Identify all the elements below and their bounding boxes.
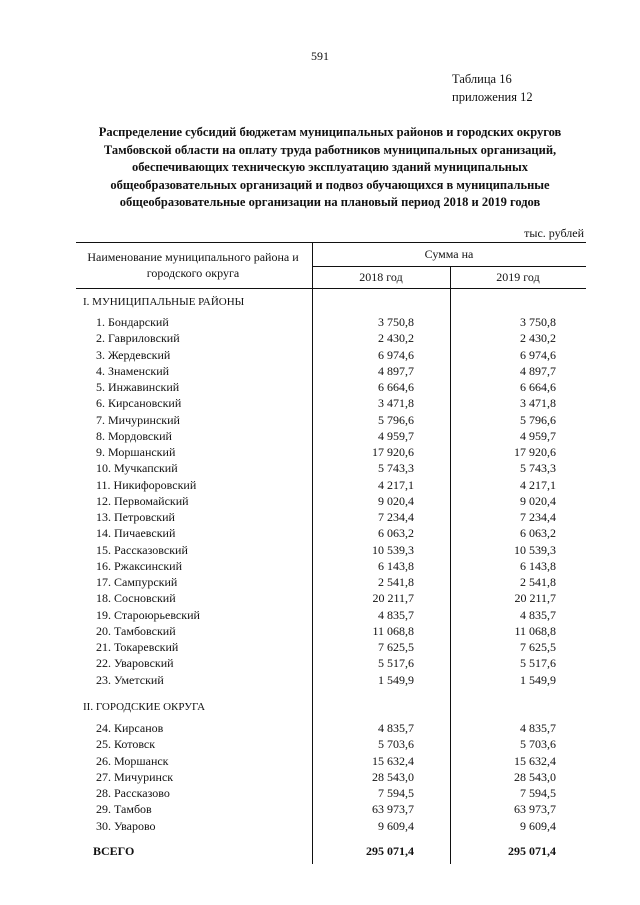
table-row (76, 640, 586, 656)
row-name: 18. Сосновский (96, 591, 176, 606)
value-2018: 20 211,7 (372, 591, 414, 606)
value-2018: 7 234,4 (378, 510, 414, 524)
table-row (76, 413, 586, 429)
row-name: 19. Староюрьевский (96, 607, 200, 622)
table-row (76, 478, 586, 494)
row-name: 2. Гавриловский (96, 331, 180, 346)
value-2018: 4 897,7 (378, 363, 414, 378)
unit-label: тыс. рублей (524, 226, 584, 240)
value-2019: 1 549,9 (520, 672, 556, 687)
table-row (76, 608, 586, 624)
value-2019: 63 973,7 (514, 802, 556, 817)
row-name: 4. Знаменский (96, 363, 170, 378)
row-name: 5. Инжавинский (96, 380, 180, 394)
row-name: 28. Рассказово (96, 786, 170, 800)
section-1-title: I. МУНИЦИПАЛЬНЫЕ РАЙОНЫ (83, 296, 245, 308)
value-2019: 2 541,8 (520, 575, 556, 589)
total-row (76, 844, 586, 860)
row-name: ВСЕГО (93, 844, 135, 858)
value-2019: 295 071,4 (508, 844, 556, 858)
table-row (76, 786, 586, 802)
value-2019: 4 835,7 (520, 607, 556, 622)
row-name: 16. Ржаксинский (96, 558, 182, 573)
value-2019: 3 471,8 (520, 396, 556, 411)
value-2019: 9 020,4 (520, 493, 556, 508)
value-2019: 5 703,6 (520, 737, 556, 752)
value-2018: 5 517,6 (378, 656, 414, 671)
table-row (76, 737, 586, 753)
value-2019: 6 063,2 (520, 526, 556, 541)
table-ref-line2: приложения 12 (452, 90, 533, 104)
value-2019: 4 835,7 (520, 721, 556, 735)
value-2019: 20 211,7 (514, 591, 556, 606)
row-name: 3. Жердевский (96, 347, 171, 362)
row-name: 6. Кирсановский (96, 396, 182, 411)
section-2-title: II. ГОРОДСКИЕ ОКРУГА (83, 701, 206, 713)
value-2018: 1 549,9 (378, 672, 414, 687)
table-row (76, 348, 586, 364)
row-name: 15. Рассказовский (96, 542, 188, 557)
table-row (76, 754, 586, 770)
value-2018: 6 974,6 (378, 347, 414, 362)
value-2018: 2 541,8 (378, 575, 414, 589)
header-bottom-border (76, 288, 586, 289)
value-2019: 28 543,0 (514, 769, 556, 784)
value-2018: 5 703,6 (378, 737, 414, 752)
value-2018: 9 609,4 (378, 818, 414, 833)
table-row (76, 331, 586, 347)
value-2018: 9 020,4 (378, 493, 414, 508)
name-column-header: Наименование муниципального района и городского округа (87, 250, 299, 280)
table-row (76, 461, 586, 477)
table-row (76, 624, 586, 640)
row-name: 24. Кирсанов (96, 721, 164, 735)
table-row (76, 315, 586, 331)
table-row (76, 802, 586, 818)
table-row (76, 543, 586, 559)
row-name: 25. Котовск (96, 737, 156, 752)
row-name: 20. Тамбовский (96, 623, 176, 638)
table-row (76, 510, 586, 526)
value-2018: 4 835,7 (378, 721, 414, 735)
table-row (76, 364, 586, 380)
value-2018: 15 632,4 (372, 753, 414, 768)
year-2019-header: 2019 год (496, 270, 540, 284)
table-row (76, 429, 586, 445)
table-row (76, 721, 586, 737)
value-2018: 63 973,7 (372, 802, 414, 817)
value-2019: 5 743,3 (520, 461, 556, 476)
value-2019: 4 217,1 (520, 477, 556, 492)
row-name: 1. Бондарский (96, 315, 169, 329)
year-2018-header: 2018 год (359, 270, 403, 284)
table-row (76, 526, 586, 542)
value-2018: 17 920,6 (372, 445, 414, 459)
value-2019: 7 594,5 (520, 786, 556, 800)
value-2018: 2 430,2 (378, 331, 414, 346)
table-reference (452, 70, 533, 106)
row-name: 29. Тамбов (96, 802, 152, 817)
value-2018: 7 594,5 (378, 786, 414, 800)
row-name: 12. Первомайский (96, 493, 189, 508)
value-2018: 28 543,0 (372, 769, 414, 784)
value-2019: 4 959,7 (520, 428, 556, 443)
row-name: 10. Мучкапский (96, 461, 178, 476)
year-header-divider (312, 266, 586, 267)
row-name: 13. Петровский (96, 510, 175, 524)
value-2018: 6 063,2 (378, 526, 414, 541)
table-row (76, 819, 586, 835)
value-2019: 2 430,2 (520, 331, 556, 346)
value-2018: 6 664,6 (378, 380, 414, 394)
table-row (76, 445, 586, 461)
row-name: 30. Уварово (96, 818, 156, 833)
value-2018: 5 743,3 (378, 461, 414, 476)
value-2018: 4 959,7 (378, 428, 414, 443)
value-2018: 5 796,6 (378, 412, 414, 427)
row-name: 8. Мордовский (96, 428, 172, 443)
row-name: 14. Пичаевский (96, 526, 176, 541)
table-ref-line1: Таблица 16 (452, 72, 512, 86)
value-2019: 6 664,6 (520, 380, 556, 394)
document-title: Распределение субсидий бюджетам муниципальных районов и городских округов Тамбовской области на оплату труда работников муниципальных организаций, обеспечивающих техническую эксплуатацию зданий муниципальных общеобразовательных организаций и подвоз обучающихся в муниципальные общеобразовательные организации на плановый период 2018 и 2019 годов (98, 125, 562, 209)
value-2019: 6 143,8 (520, 558, 556, 573)
row-name: 27. Мичуринск (96, 769, 174, 784)
value-2019: 6 974,6 (520, 347, 556, 362)
row-name: 26. Моршанск (96, 753, 169, 768)
row-name: 17. Сампурский (96, 575, 178, 589)
value-2018: 3 750,8 (378, 315, 414, 329)
sum-column-header: Сумма на (424, 247, 474, 261)
value-2019: 7 234,4 (520, 510, 556, 524)
value-2019: 5 796,6 (520, 412, 556, 427)
table-row (76, 770, 586, 786)
value-2019: 3 750,8 (520, 315, 556, 329)
value-2019: 5 517,6 (520, 656, 556, 671)
page-number: 591 (311, 49, 329, 63)
value-2019: 10 539,3 (514, 542, 556, 557)
table-row (76, 380, 586, 396)
row-name: 21. Токаревский (96, 640, 179, 654)
table-row (76, 396, 586, 412)
table-row (76, 494, 586, 510)
value-2018: 10 539,3 (372, 542, 414, 557)
value-2019: 4 897,7 (520, 363, 556, 378)
row-name: 7. Мичуринский (96, 412, 180, 427)
table-row (76, 559, 586, 575)
value-2018: 6 143,8 (378, 558, 414, 573)
table-row (76, 591, 586, 607)
table-row (76, 575, 586, 591)
table-row (76, 673, 586, 689)
row-name: 9. Моршанский (96, 445, 176, 459)
value-2019: 7 625,5 (520, 640, 556, 654)
value-2018: 11 068,8 (372, 623, 414, 638)
value-2019: 17 920,6 (514, 445, 556, 459)
value-2018: 3 471,8 (378, 396, 414, 411)
value-2018: 4 835,7 (378, 607, 414, 622)
table-top-border (76, 242, 586, 243)
value-2018: 7 625,5 (378, 640, 414, 654)
value-2019: 11 068,8 (514, 623, 556, 638)
value-2019: 9 609,4 (520, 818, 556, 833)
row-name: 11. Никифоровский (96, 477, 197, 492)
value-2018: 295 071,4 (366, 844, 414, 858)
table-row (76, 656, 586, 672)
row-name: 22. Уваровский (96, 656, 174, 671)
row-name: 23. Уметский (96, 672, 164, 687)
value-2018: 4 217,1 (378, 477, 414, 492)
value-2019: 15 632,4 (514, 753, 556, 768)
